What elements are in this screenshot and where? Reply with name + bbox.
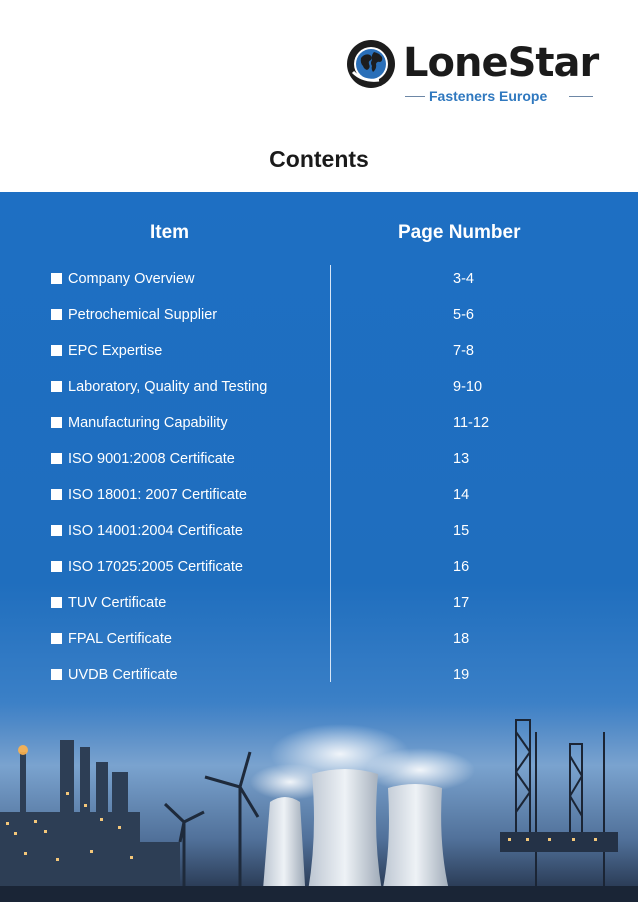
contents-item-label: Company Overview (68, 271, 195, 287)
contents-item-label: UVDB Certificate (68, 667, 178, 683)
contents-page-number: 16 (453, 559, 470, 575)
contents-item-label: ISO 17025:2005 Certificate (68, 559, 243, 575)
company-logo (345, 38, 605, 108)
contents-page-number: 7-8 (453, 343, 474, 359)
square-bullet-icon (51, 669, 62, 680)
square-bullet-icon (51, 489, 62, 500)
contents-item-label: Manufacturing Capability (68, 415, 228, 431)
header (0, 0, 638, 192)
brand-name: LoneStar (403, 40, 599, 86)
contents-item-label: Petrochemical Supplier (68, 307, 218, 323)
square-bullet-icon (51, 453, 62, 464)
contents-list (0, 262, 638, 694)
globe-icon (345, 38, 397, 90)
contents-row (0, 262, 638, 298)
contents-row (0, 442, 638, 478)
contents-page-number: 5-6 (453, 307, 474, 323)
contents-page-number: 13 (453, 451, 470, 467)
square-bullet-icon (51, 273, 62, 284)
contents-item-label: ISO 14001:2004 Certificate (68, 523, 243, 539)
contents-item-label: ISO 9001:2008 Certificate (68, 451, 235, 467)
contents-row (0, 298, 638, 334)
contents-panel (0, 192, 638, 902)
contents-item-label: TUV Certificate (68, 595, 167, 611)
industrial-scene-illustration (0, 692, 638, 902)
contents-item-label: FPAL Certificate (68, 631, 172, 647)
square-bullet-icon (51, 633, 62, 644)
contents-item-label: ISO 18001: 2007 Certificate (68, 487, 247, 503)
contents-page-number: 17 (453, 595, 470, 611)
tagline-row (405, 88, 593, 106)
brand-tagline: Fasteners Europe (429, 88, 548, 104)
contents-row (0, 622, 638, 658)
contents-page-number: 14 (453, 487, 470, 503)
contents-page-number: 19 (453, 667, 470, 683)
contents-row (0, 586, 638, 622)
column-header-item: Item (150, 222, 190, 243)
contents-page-number: 11-12 (453, 415, 490, 431)
contents-row (0, 478, 638, 514)
contents-row (0, 514, 638, 550)
square-bullet-icon (51, 309, 62, 320)
contents-row (0, 406, 638, 442)
column-header-page-number: Page Number (398, 222, 521, 243)
contents-row (0, 370, 638, 406)
square-bullet-icon (51, 525, 62, 536)
contents-item-label: EPC Expertise (68, 343, 163, 359)
tagline-rule-right (569, 96, 593, 97)
contents-page-number: 18 (453, 631, 470, 647)
contents-item-label: Laboratory, Quality and Testing (68, 379, 268, 395)
contents-row (0, 658, 638, 694)
square-bullet-icon (51, 345, 62, 356)
tagline-rule-left (405, 96, 425, 97)
contents-row (0, 550, 638, 586)
page-title: Contents (269, 146, 369, 172)
square-bullet-icon (51, 597, 62, 608)
square-bullet-icon (51, 381, 62, 392)
square-bullet-icon (51, 417, 62, 428)
contents-page-number: 9-10 (453, 379, 483, 395)
contents-page-number: 15 (453, 523, 470, 539)
square-bullet-icon (51, 561, 62, 572)
contents-page-number: 3-4 (453, 271, 474, 287)
contents-row (0, 334, 638, 370)
